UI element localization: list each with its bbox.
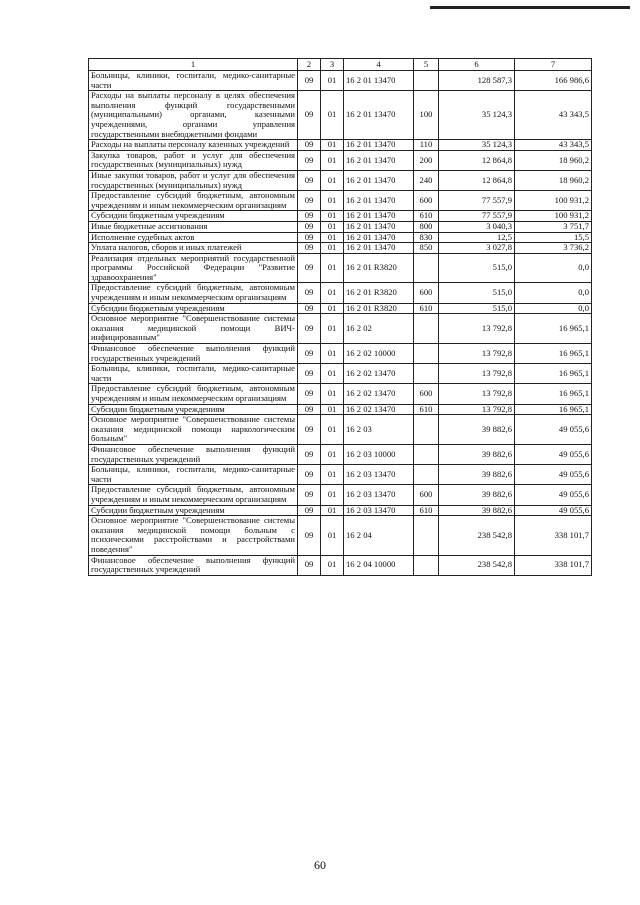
amount-col6: 12 864,8 bbox=[439, 170, 515, 190]
expense-type-code bbox=[414, 444, 439, 464]
amount-col7: 43 343,5 bbox=[515, 140, 592, 151]
amount-col7: 16 965,1 bbox=[515, 344, 592, 364]
amount-col7: 100 931,2 bbox=[515, 191, 592, 211]
expense-type-code: 110 bbox=[414, 140, 439, 151]
target-article-code: 16 2 01 13470 bbox=[344, 91, 414, 140]
amount-col6: 12,5 bbox=[439, 232, 515, 243]
amount-col7: 0,0 bbox=[515, 303, 592, 314]
item-name: Основное мероприятие "Совершенствование системы оказания медицинской помощи больным с психическими расстройствами и расстройствами поведения" bbox=[89, 516, 298, 555]
item-name: Реализация отдельных мероприятий государственной программы Российской Федерации "Развитие здравоохранения" bbox=[89, 253, 298, 283]
expense-type-code: 240 bbox=[414, 170, 439, 190]
item-name: Предоставление субсидий бюджетным, автономным учреждениям и иным некоммерческим организациям bbox=[89, 283, 298, 303]
subsection-code: 01 bbox=[321, 364, 344, 384]
target-article-code: 16 2 02 10000 bbox=[344, 344, 414, 364]
expense-type-code: 610 bbox=[414, 404, 439, 415]
table-row bbox=[89, 444, 592, 464]
amount-col7: 49 055,6 bbox=[515, 444, 592, 464]
amount-col7: 16 965,1 bbox=[515, 364, 592, 384]
expense-type-code bbox=[414, 344, 439, 364]
amount-col6: 13 792,8 bbox=[439, 384, 515, 404]
section-code: 09 bbox=[298, 221, 321, 232]
section-code: 09 bbox=[298, 243, 321, 254]
amount-col7: 18 960,2 bbox=[515, 150, 592, 170]
expense-type-code bbox=[414, 465, 439, 485]
table-row bbox=[89, 415, 592, 445]
target-article-code: 16 2 01 13470 bbox=[344, 232, 414, 243]
expense-type-code bbox=[414, 516, 439, 555]
subsection-code: 01 bbox=[321, 344, 344, 364]
section-code: 09 bbox=[298, 314, 321, 344]
target-article-code: 16 2 01 13470 bbox=[344, 221, 414, 232]
expense-type-code: 850 bbox=[414, 243, 439, 254]
item-name: Основное мероприятие "Совершенствование системы оказания медицинской помощи наркологическим больным" bbox=[89, 415, 298, 445]
table-body bbox=[89, 71, 592, 576]
amount-col6: 13 792,8 bbox=[439, 314, 515, 344]
amount-col7: 166 986,6 bbox=[515, 71, 592, 91]
subsection-code: 01 bbox=[321, 314, 344, 344]
amount-col7: 3 736,2 bbox=[515, 243, 592, 254]
amount-col6: 238 542,8 bbox=[439, 555, 515, 575]
expense-type-code: 610 bbox=[414, 505, 439, 516]
amount-col7: 338 101,7 bbox=[515, 555, 592, 575]
subsection-code: 01 bbox=[321, 211, 344, 222]
amount-col6: 35 124,3 bbox=[439, 91, 515, 140]
table-row bbox=[89, 71, 592, 91]
subsection-code: 01 bbox=[321, 283, 344, 303]
item-name: Предоставление субсидий бюджетным, автономным учреждениям и иным некоммерческим организациям bbox=[89, 485, 298, 505]
subsection-code: 01 bbox=[321, 415, 344, 445]
item-name: Субсидии бюджетным учреждениям bbox=[89, 303, 298, 314]
item-name: Исполнение судебных актов bbox=[89, 232, 298, 243]
table-row bbox=[89, 344, 592, 364]
target-article-code: 16 2 01 13470 bbox=[344, 191, 414, 211]
target-article-code: 16 2 03 13470 bbox=[344, 485, 414, 505]
subsection-code: 01 bbox=[321, 140, 344, 151]
subsection-code: 01 bbox=[321, 404, 344, 415]
target-article-code: 16 2 03 bbox=[344, 415, 414, 445]
amount-col6: 39 882,6 bbox=[439, 465, 515, 485]
item-name: Уплата налогов, сборов и иных платежей bbox=[89, 243, 298, 254]
amount-col7: 49 055,6 bbox=[515, 485, 592, 505]
item-name: Субсидии бюджетным учреждениям bbox=[89, 505, 298, 516]
amount-col6: 39 882,6 bbox=[439, 505, 515, 516]
target-article-code: 16 2 03 13470 bbox=[344, 465, 414, 485]
target-article-code: 16 2 02 13470 bbox=[344, 404, 414, 415]
table-row bbox=[89, 314, 592, 344]
table-row bbox=[89, 140, 592, 151]
subsection-code: 01 bbox=[321, 221, 344, 232]
item-name: Субсидии бюджетным учреждениям bbox=[89, 404, 298, 415]
section-code: 09 bbox=[298, 344, 321, 364]
target-article-code: 16 2 01 13470 bbox=[344, 150, 414, 170]
item-name: Иные бюджетные ассигнования bbox=[89, 221, 298, 232]
column-header: 6 bbox=[439, 59, 515, 71]
item-name: Субсидии бюджетным учреждениям bbox=[89, 211, 298, 222]
target-article-code: 16 2 01 R3820 bbox=[344, 303, 414, 314]
section-code: 09 bbox=[298, 170, 321, 190]
amount-col6: 13 792,8 bbox=[439, 364, 515, 384]
subsection-code: 01 bbox=[321, 465, 344, 485]
subsection-code: 01 bbox=[321, 555, 344, 575]
amount-col6: 515,0 bbox=[439, 253, 515, 283]
expense-type-code bbox=[414, 71, 439, 91]
target-article-code: 16 2 01 13470 bbox=[344, 140, 414, 151]
item-name: Расходы на выплаты персоналу в целях обеспечения выполнения функций государственными (муниципальными) органами, казенными учреждениями, органами управления государственными внебюджетными фондами bbox=[89, 91, 298, 140]
target-article-code: 16 2 01 13470 bbox=[344, 71, 414, 91]
item-name: Иные закупки товаров, работ и услуг для обеспечения государственных (муниципальных) нужд bbox=[89, 170, 298, 190]
subsection-code: 01 bbox=[321, 232, 344, 243]
table-row bbox=[89, 232, 592, 243]
column-header: 2 bbox=[298, 59, 321, 71]
amount-col6: 39 882,6 bbox=[439, 444, 515, 464]
section-code: 09 bbox=[298, 150, 321, 170]
target-article-code: 16 2 02 13470 bbox=[344, 364, 414, 384]
amount-col6: 39 882,6 bbox=[439, 485, 515, 505]
section-code: 09 bbox=[298, 465, 321, 485]
amount-col6: 13 792,8 bbox=[439, 404, 515, 415]
table-row bbox=[89, 303, 592, 314]
table-row bbox=[89, 404, 592, 415]
item-name: Финансовое обеспечение выполнения функций государственных учреждений bbox=[89, 555, 298, 575]
section-code: 09 bbox=[298, 555, 321, 575]
amount-col7: 3 751,7 bbox=[515, 221, 592, 232]
subsection-code: 01 bbox=[321, 170, 344, 190]
column-header: 7 bbox=[515, 59, 592, 71]
amount-col6: 35 124,3 bbox=[439, 140, 515, 151]
amount-col7: 49 055,6 bbox=[515, 505, 592, 516]
expense-type-code: 600 bbox=[414, 283, 439, 303]
item-name: Больницы, клиники, госпитали, медико-санитарные части bbox=[89, 364, 298, 384]
expense-type-code bbox=[414, 314, 439, 344]
amount-col7: 100 931,2 bbox=[515, 211, 592, 222]
amount-col7: 43 343,5 bbox=[515, 91, 592, 140]
table-row bbox=[89, 283, 592, 303]
expense-type-code: 600 bbox=[414, 485, 439, 505]
section-code: 09 bbox=[298, 444, 321, 464]
target-article-code: 16 2 02 13470 bbox=[344, 384, 414, 404]
amount-col7: 16 965,1 bbox=[515, 314, 592, 344]
target-article-code: 16 2 04 10000 bbox=[344, 555, 414, 575]
amount-col7: 49 055,6 bbox=[515, 415, 592, 445]
budget-table-container bbox=[88, 58, 591, 576]
item-name: Закупка товаров, работ и услуг для обеспечения государственных (муниципальных) нужд bbox=[89, 150, 298, 170]
expense-type-code: 610 bbox=[414, 303, 439, 314]
column-header: 4 bbox=[344, 59, 414, 71]
item-name: Больницы, клиники, госпитали, медико-санитарные части bbox=[89, 71, 298, 91]
amount-col7: 15,5 bbox=[515, 232, 592, 243]
amount-col6: 515,0 bbox=[439, 283, 515, 303]
amount-col7: 338 101,7 bbox=[515, 516, 592, 555]
table-row bbox=[89, 516, 592, 555]
expense-type-code: 800 bbox=[414, 221, 439, 232]
target-article-code: 16 2 02 bbox=[344, 314, 414, 344]
item-name: Предоставление субсидий бюджетным, автономным учреждениям и иным некоммерческим организациям bbox=[89, 191, 298, 211]
subsection-code: 01 bbox=[321, 303, 344, 314]
table-row bbox=[89, 384, 592, 404]
page-number: 60 bbox=[314, 858, 326, 872]
amount-col6: 238 542,8 bbox=[439, 516, 515, 555]
table-row bbox=[89, 150, 592, 170]
target-article-code: 16 2 03 10000 bbox=[344, 444, 414, 464]
expense-type-code: 200 bbox=[414, 150, 439, 170]
item-name: Основное мероприятие "Совершенствование системы оказания медицинской помощи ВИЧ-инфицированным" bbox=[89, 314, 298, 344]
section-code: 09 bbox=[298, 303, 321, 314]
amount-col7: 49 055,6 bbox=[515, 465, 592, 485]
amount-col6: 3 040,3 bbox=[439, 221, 515, 232]
table-header-row bbox=[89, 59, 592, 71]
amount-col6: 515,0 bbox=[439, 303, 515, 314]
column-header: 3 bbox=[321, 59, 344, 71]
table-row bbox=[89, 364, 592, 384]
item-name: Финансовое обеспечение выполнения функций государственных учреждений bbox=[89, 344, 298, 364]
target-article-code: 16 2 04 bbox=[344, 516, 414, 555]
column-header: 1 bbox=[89, 59, 298, 71]
amount-col6: 77 557,9 bbox=[439, 191, 515, 211]
table-row bbox=[89, 221, 592, 232]
table-row bbox=[89, 555, 592, 575]
section-code: 09 bbox=[298, 364, 321, 384]
section-code: 09 bbox=[298, 415, 321, 445]
section-code: 09 bbox=[298, 140, 321, 151]
amount-col7: 16 965,1 bbox=[515, 404, 592, 415]
amount-col6: 39 882,6 bbox=[439, 415, 515, 445]
section-code: 09 bbox=[298, 485, 321, 505]
subsection-code: 01 bbox=[321, 444, 344, 464]
expense-type-code: 100 bbox=[414, 91, 439, 140]
section-code: 09 bbox=[298, 71, 321, 91]
section-code: 09 bbox=[298, 404, 321, 415]
expense-type-code: 830 bbox=[414, 232, 439, 243]
expense-type-code bbox=[414, 253, 439, 283]
section-code: 09 bbox=[298, 516, 321, 555]
table-row bbox=[89, 170, 592, 190]
target-article-code: 16 2 01 R3820 bbox=[344, 253, 414, 283]
section-code: 09 bbox=[298, 283, 321, 303]
subsection-code: 01 bbox=[321, 505, 344, 516]
subsection-code: 01 bbox=[321, 243, 344, 254]
section-code: 09 bbox=[298, 253, 321, 283]
amount-col6: 12 864,8 bbox=[439, 150, 515, 170]
subsection-code: 01 bbox=[321, 253, 344, 283]
section-code: 09 bbox=[298, 384, 321, 404]
budget-table bbox=[88, 58, 592, 576]
amount-col6: 128 587,3 bbox=[439, 71, 515, 91]
expense-type-code: 600 bbox=[414, 384, 439, 404]
target-article-code: 16 2 01 13470 bbox=[344, 170, 414, 190]
expense-type-code: 600 bbox=[414, 191, 439, 211]
target-article-code: 16 2 03 13470 bbox=[344, 505, 414, 516]
section-code: 09 bbox=[298, 91, 321, 140]
table-row bbox=[89, 191, 592, 211]
table-row bbox=[89, 505, 592, 516]
target-article-code: 16 2 01 13470 bbox=[344, 243, 414, 254]
header-rule bbox=[430, 6, 630, 9]
table-row bbox=[89, 485, 592, 505]
amount-col7: 18 960,2 bbox=[515, 170, 592, 190]
item-name: Финансовое обеспечение выполнения функций государственных учреждений bbox=[89, 444, 298, 464]
section-code: 09 bbox=[298, 505, 321, 516]
amount-col7: 0,0 bbox=[515, 283, 592, 303]
subsection-code: 01 bbox=[321, 384, 344, 404]
subsection-code: 01 bbox=[321, 485, 344, 505]
item-name: Больницы, клиники, госпитали, медико-санитарные части bbox=[89, 465, 298, 485]
amount-col7: 0,0 bbox=[515, 253, 592, 283]
item-name: Предоставление субсидий бюджетным, автономным учреждениям и иным некоммерческим организациям bbox=[89, 384, 298, 404]
subsection-code: 01 bbox=[321, 516, 344, 555]
expense-type-code bbox=[414, 415, 439, 445]
amount-col6: 3 027,8 bbox=[439, 243, 515, 254]
column-header: 5 bbox=[414, 59, 439, 71]
target-article-code: 16 2 01 R3820 bbox=[344, 283, 414, 303]
section-code: 09 bbox=[298, 211, 321, 222]
item-name: Расходы на выплаты персоналу казенных учреждений bbox=[89, 140, 298, 151]
target-article-code: 16 2 01 13470 bbox=[344, 211, 414, 222]
expense-type-code bbox=[414, 555, 439, 575]
section-code: 09 bbox=[298, 191, 321, 211]
table-row bbox=[89, 243, 592, 254]
amount-col6: 77 557,9 bbox=[439, 211, 515, 222]
table-row bbox=[89, 91, 592, 140]
table-row bbox=[89, 465, 592, 485]
subsection-code: 01 bbox=[321, 71, 344, 91]
section-code: 09 bbox=[298, 232, 321, 243]
amount-col7: 16 965,1 bbox=[515, 384, 592, 404]
expense-type-code: 610 bbox=[414, 211, 439, 222]
table-row bbox=[89, 253, 592, 283]
subsection-code: 01 bbox=[321, 91, 344, 140]
expense-type-code bbox=[414, 364, 439, 384]
subsection-code: 01 bbox=[321, 191, 344, 211]
subsection-code: 01 bbox=[321, 150, 344, 170]
amount-col6: 13 792,8 bbox=[439, 344, 515, 364]
table-row bbox=[89, 211, 592, 222]
